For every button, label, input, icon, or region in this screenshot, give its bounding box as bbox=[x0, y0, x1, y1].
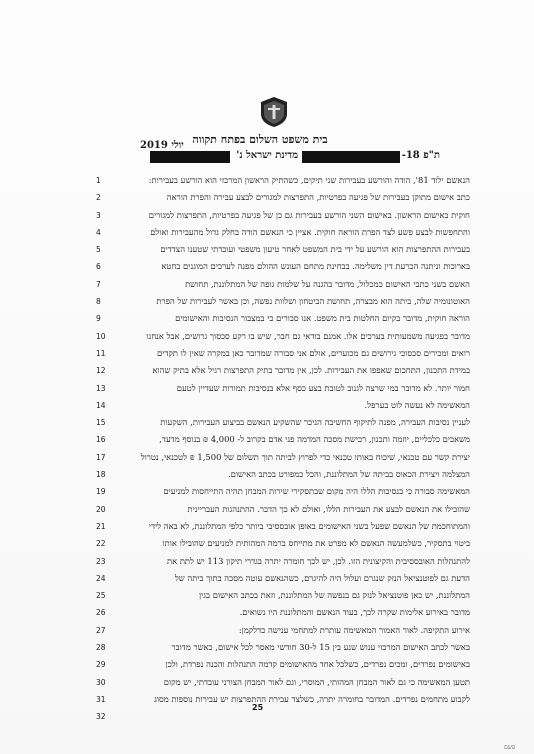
line-number: 13 bbox=[96, 383, 106, 393]
redaction-block bbox=[302, 151, 400, 163]
line-number: 31 bbox=[96, 694, 106, 704]
document-body bbox=[120, 172, 470, 726]
body-line: אירוע התקיפה. לאור האמור המאשימה עותרת למתחמי ענישה כדלקמן: bbox=[238, 624, 470, 635]
case-date: יולי 2019 bbox=[140, 140, 184, 151]
line-number: 6 bbox=[96, 262, 101, 272]
line-number: 17 bbox=[96, 452, 106, 462]
line-number: 10 bbox=[96, 331, 106, 341]
body-line: שהובילו את הנאשם לבצע את העבירות הללו, ואולם לא כך הדבר. ההתנהגות העבריינית bbox=[187, 503, 470, 514]
body-line: מדובר בפגיעה משמעותית בערכים אלו. אמנם בודאי גם חבר, שיש בו רקע סכסוך גרושים, אבל אנחנו bbox=[146, 330, 470, 341]
body-line: לעניין נסיבות העבירה, מפנה לתיקוף החשיבה הניכר שהשקיע הנאשם בביצוע העבירות, השקעות bbox=[160, 417, 470, 428]
body-line: משאבים כלכליים, יוזמה ותכנון, רכישת מסכה המדמה פני אדם בקרוב ל- 4,000 ₪ בנוסף מדעד, bbox=[159, 434, 470, 445]
body-line: להתנהלות האובססיבית והקיצונית הזו. לכן, יש לכך חומרה יתרה בגדרי תיקון 113 יש לתת את bbox=[167, 555, 470, 566]
body-line: ביטוי בתסקיר, כשלמעשה הנאשם לא מפרט את מתייחס ברמה המהותית למניעים שהובילו אותו bbox=[162, 538, 470, 549]
line-number: 20 bbox=[96, 504, 106, 514]
body-line: יצירת קשר עם טכנאי, שיכוח באותו טכנאי כדי לפרוץ לביתה תוך תשלום של 1,500 ₪ לטכנאי, נטרול bbox=[140, 451, 470, 462]
line-number: 3 bbox=[96, 210, 101, 220]
line-number: 30 bbox=[96, 677, 106, 687]
case-name: מדינת ישראל נ' bbox=[236, 150, 298, 161]
state-emblem-icon bbox=[258, 96, 290, 128]
line-number: 2 bbox=[96, 193, 101, 203]
body-line: הדעת גם לפוטנציאל הנזק שנגרם ועלול היה להיגרם, כשהנאשם עוטה מסכה בתוך ביתה של bbox=[174, 572, 470, 583]
body-line: האשם בשני כתבי האישום כמכלול, מדובר בהגנה על שלמות גופה של המתלוננת, תחושת bbox=[185, 278, 470, 289]
body-line: חוקית באישום הראשון. באישום השני הורשע בעבירות גם כן של פגיעה בפרטיות, התפרצות למגורים bbox=[148, 209, 470, 220]
line-number: 24 bbox=[96, 573, 106, 583]
body-line: באישומים נפרדים, ומכים נפרדים, כשלכל אחד מהאישומים קדמה התנהלות והכנה נפרדת, ולכן bbox=[165, 659, 470, 670]
body-line: המתלוננת, יש כאן פוטנציאל לנזק גם בנפשה של המתלוננת, וזאת בכתב האישום בגין bbox=[198, 590, 470, 601]
line-number: 4 bbox=[96, 227, 101, 237]
line-number: 18 bbox=[96, 470, 106, 480]
body-line: במידת התכנון, התחכום שאפפו את העבירות. לכן, אין מדובר בתיק התפרצות רגיל אלא בתיק שהוא bbox=[152, 365, 470, 376]
line-number: 21 bbox=[96, 521, 106, 531]
line-number: 26 bbox=[96, 608, 106, 618]
body-line: מדובר באירוע אלימות שקרה לכך, בעוד הנאשם והמתלוננת היו נשואים. bbox=[239, 607, 470, 618]
line-number: 19 bbox=[96, 487, 106, 497]
line-number: 12 bbox=[96, 366, 106, 376]
body-line: בעבירות ההתפרצות הוא הורשע על ידי בית המשפט לאחר טיעון משפטי ועובדתי שטענו הצדדים bbox=[160, 244, 470, 255]
line-number: 16 bbox=[96, 435, 106, 445]
line-number: 25 bbox=[96, 591, 106, 601]
line-number: 15 bbox=[96, 418, 106, 428]
case-number: ת"פ 18- bbox=[401, 150, 440, 161]
body-line: תטען המאשימה כי גם לאור המבחן המהותי, המוסרי, וגם לאור המבחן הצורני עובדתי, יש מקום bbox=[163, 676, 470, 687]
line-number: 5 bbox=[96, 245, 101, 255]
page-number: 25 bbox=[252, 703, 264, 712]
line-number: 1 bbox=[96, 176, 101, 185]
body-line: הנאשם ילוד 81', הודה והורשע בעבירות שני תיקים, כשהתיק הראשון המרכזי הוא הורשע בעבירות: bbox=[148, 175, 470, 185]
body-line: האוטונומיה שלה, ביתה הוא מבצרה, תחושת הביטחון ושלוות נפשה, וכן באשר לעבירות של הפרת bbox=[156, 296, 470, 307]
body-line: באשר לכתב האישום המרכזי ענוש שנע בין 15 ל-30 חודשי מאסר לכל אישום, כאשר מדובר bbox=[171, 642, 470, 653]
body-line: רואים ומכירים סכסוכי גירושים גם מכוערים, אולם אני סבורה שמדובר כאן במקרה שאין לו תקדים bbox=[156, 347, 470, 358]
line-number: 32 bbox=[96, 712, 106, 722]
corner-mark: פשם bbox=[504, 744, 516, 751]
case-header bbox=[100, 150, 440, 166]
body-line: לקבוע מתחמים נפרדים. המדובר בחומרה יתרה, כשלצד עבירת ההתפרצות יש עבירות נוספות מסוג bbox=[154, 693, 470, 704]
body-line: והתחפשות לבצע פשע לצד הפרת הוראה חוקית. אציין כי הנאשם הודה בחלק גדול מהעבירות ואולם bbox=[150, 226, 470, 237]
body-line: כתב אישום מתוקן בעבירות של פגיעה בפרטיות, התפרצות למגורים לבצע עבירה והפרת הוראה bbox=[166, 192, 470, 203]
body-line: המצלמה ויצירת הכאוס בביתה של המתלוננת, והכל כמפורט בכתב האישום. bbox=[227, 469, 470, 480]
line-number: 28 bbox=[96, 643, 106, 653]
redaction-block bbox=[150, 151, 230, 163]
body-line: המאשימה לא נעשה לוט בערפל. bbox=[364, 399, 470, 410]
line-number: 14 bbox=[96, 400, 106, 410]
line-number: 9 bbox=[96, 314, 101, 324]
court-title: בית משפט השלום בפתח תקווה bbox=[192, 133, 328, 146]
body-line bbox=[120, 708, 470, 725]
body-line: המאשימה סבורה כי בנסיבות הללו היה מקום שבתסקירי שירות המבחן תהיה התייחסות למניעים bbox=[163, 486, 470, 497]
line-number: 29 bbox=[96, 660, 106, 670]
line-numbers bbox=[96, 172, 110, 726]
line-number: 11 bbox=[96, 348, 106, 358]
body-line: הוראה חוקית, מדובר בקיום החלטות בית משפט. אנו סבורים כי במצבור הנסיבות והאישומים bbox=[175, 313, 470, 324]
line-number: 23 bbox=[96, 556, 106, 566]
body-line: והמתוחכמת של הנאשם שפעל בשני האישומים באופן אובססיבי ביותר כלפי המתלוננת, לא באה לידי bbox=[148, 520, 470, 531]
body-line: חמור יותר. לא מדובר במי שרצה לגנוב לטובת בצע כסף אלא בנסיבות תמורות שעדיין לטעם bbox=[176, 382, 470, 393]
line-number: 22 bbox=[96, 539, 106, 549]
line-number: 27 bbox=[96, 625, 106, 635]
body-line: בארוכות וניתנה הכרעת דין משלימה. בבחינת מתחם העונש ההולם מפנה לערכים המוגנים בחטא bbox=[161, 261, 470, 272]
line-number: 7 bbox=[96, 279, 101, 289]
line-number: 8 bbox=[96, 297, 101, 307]
